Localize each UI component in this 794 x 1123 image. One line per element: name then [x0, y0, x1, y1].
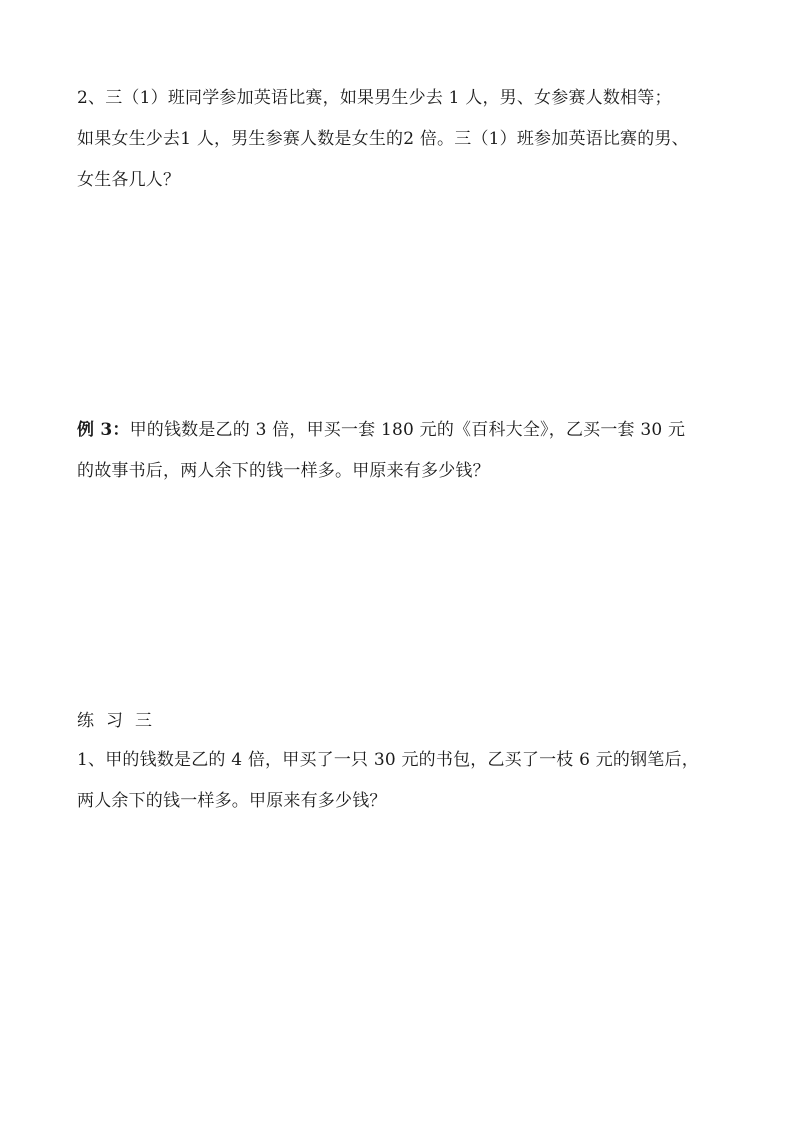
example-3-line-1 [77, 418, 685, 442]
exercise-3-line-1: 1、甲的钱数是乙的 4 倍，甲买了一只 30 元的书包，乙买了一枝 6 元的钢笔后， [77, 750, 699, 770]
example-3-label: 例 3： [77, 420, 130, 440]
example-3-line-2: 的故事书后，两人余下的钱一样多。甲原来有多少钱？ [77, 461, 490, 481]
problem-2-line-1: 2、三（1）班同学参加英语比赛，如果男生少去 1 人，男、女参赛人数相等； [77, 88, 672, 108]
problem-2-line-2: 如果女生少去1 人，男生参赛人数是女生的2 倍。三（1）班参加英语比赛的男、 [77, 129, 689, 149]
example-3-line-1-text: 甲的钱数是乙的 3 倍，甲买一套 180 元的《百科大全》，乙买一套 30 元 [129, 420, 686, 440]
exercise-3-heading: 练习三 [77, 711, 164, 731]
problem-2-line-3: 女生各几人？ [77, 170, 181, 190]
exercise-3-line-2: 两人余下的钱一样多。甲原来有多少钱？ [77, 791, 387, 811]
